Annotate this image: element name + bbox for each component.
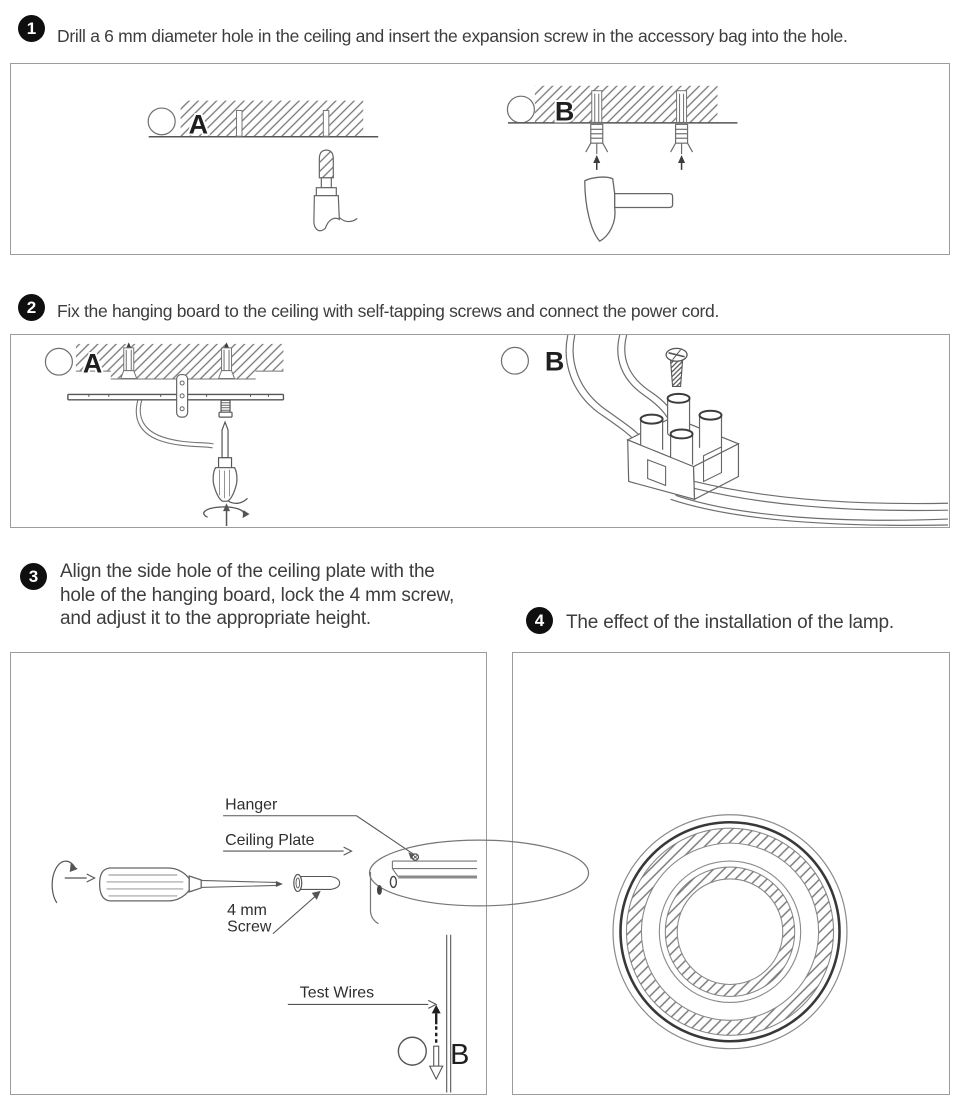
hammer-icon bbox=[585, 177, 673, 241]
drilled-hole bbox=[323, 111, 328, 137]
rotation-arrow bbox=[204, 503, 250, 526]
terminal-block bbox=[628, 394, 739, 499]
lamp-top-view bbox=[613, 815, 847, 1049]
fig2-label-a: A bbox=[82, 348, 103, 379]
step-3-line-3: and adjust it to the appropriate height. bbox=[60, 608, 372, 629]
figure-1-drawing bbox=[11, 64, 949, 254]
screw-below-board bbox=[219, 400, 232, 417]
callout-test-wires bbox=[288, 1000, 436, 1008]
figure-2-box bbox=[10, 334, 950, 528]
terminal-screw bbox=[666, 348, 687, 386]
ceiling-plate-label: Ceiling Plate bbox=[225, 832, 315, 850]
step-1-badge: 1 bbox=[18, 15, 45, 42]
step-2-badge: 2 bbox=[18, 294, 45, 321]
screwdriver-vertical bbox=[213, 422, 247, 503]
screw-label-line1: 4 mm bbox=[227, 901, 267, 919]
test-wires-label: Test Wires bbox=[299, 984, 375, 1002]
callout-4mm-screw bbox=[273, 891, 321, 934]
terminal-cylinder bbox=[641, 415, 663, 450]
figure-1-box bbox=[10, 63, 950, 255]
mounting-bracket bbox=[177, 375, 188, 418]
power-cord bbox=[136, 400, 213, 448]
step-1-text: Drill a 6 mm diameter hole in the ceiling and insert the expansion screw in the accessory bag into the hole. bbox=[57, 26, 848, 46]
step-4-text: The effect of the installation of the lamp. bbox=[566, 612, 894, 633]
adjust-height-arrows bbox=[430, 1005, 443, 1079]
fig1-label-a: A bbox=[188, 109, 209, 140]
screw-label-line2: Screw bbox=[227, 918, 272, 936]
figure-2-drawing bbox=[11, 335, 949, 527]
ceiling-hatch bbox=[76, 344, 284, 371]
drilled-hole bbox=[237, 111, 242, 137]
fig1-panel-a bbox=[148, 101, 378, 231]
hanger-label: Hanger bbox=[225, 796, 278, 814]
fig2-panel-a bbox=[45, 342, 283, 526]
panel-a-marker bbox=[148, 108, 175, 135]
step-2-text: Fix the hanging board to the ceiling with self-tapping screws and connect the power cord. bbox=[57, 301, 720, 321]
step-3-badge: 3 bbox=[20, 563, 47, 590]
step-4-badge: 4 bbox=[526, 607, 553, 634]
screwdriver-horizontal bbox=[100, 868, 283, 901]
hanger-screw bbox=[412, 854, 418, 860]
fig1-panel-b bbox=[507, 86, 737, 241]
figure-3-box bbox=[10, 652, 487, 1095]
rotation-arrow bbox=[52, 861, 94, 903]
hanging-board bbox=[68, 394, 284, 399]
inner-hatched-ring bbox=[665, 867, 794, 996]
fig1-label-b: B bbox=[554, 96, 575, 127]
panel-b-marker bbox=[501, 347, 528, 374]
drill-icon bbox=[314, 150, 357, 231]
panel-a-marker bbox=[45, 348, 72, 375]
step-3-line-2: hole of the hanging board, lock the 4 mm screw, bbox=[60, 584, 455, 606]
figure-3-drawing bbox=[11, 653, 486, 1094]
step-3-line-1: Align the side hole of the ceiling plate with the bbox=[60, 561, 435, 582]
fig3-label-b: B bbox=[450, 1039, 470, 1072]
outer-hatched-ring bbox=[626, 828, 833, 1035]
4mm-screw bbox=[294, 874, 340, 891]
figure-4-box bbox=[512, 652, 950, 1095]
fig2-label-b: B bbox=[544, 346, 565, 377]
hanger-bar bbox=[392, 861, 477, 877]
panel-b-marker bbox=[507, 96, 534, 123]
terminal-cylinder bbox=[700, 411, 722, 448]
panel-b-marker bbox=[398, 1037, 426, 1065]
figure-4-drawing bbox=[513, 653, 949, 1094]
step-3-text bbox=[60, 560, 454, 631]
fig2-panel-b bbox=[501, 335, 948, 525]
